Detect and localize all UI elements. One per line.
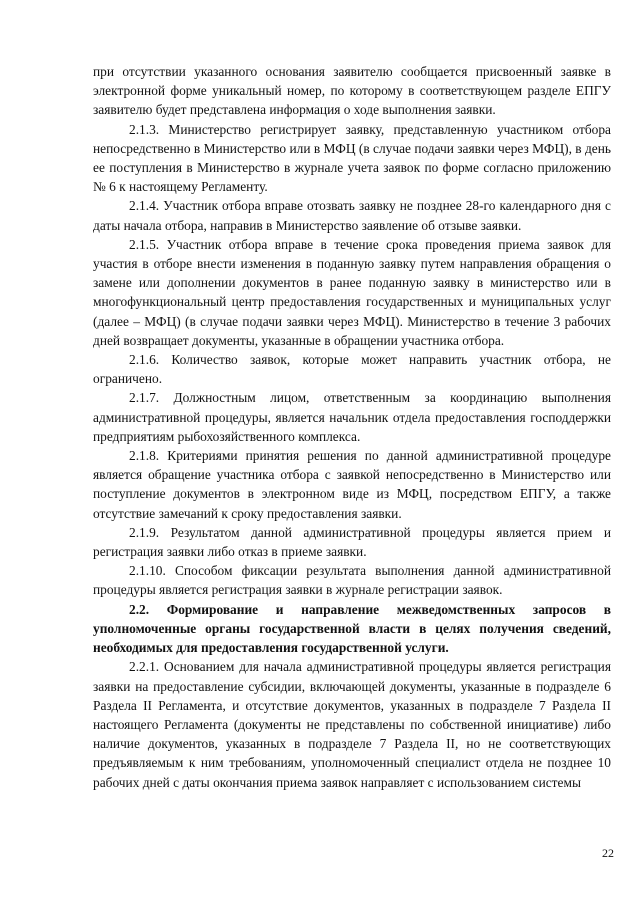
paragraph-2-1-10: 2.1.10. Способом фиксации результата выполнения данной административной процедуры является регистрация заявки в журнале регистрации заявок.	[93, 563, 611, 598]
paragraph-2-1-9: 2.1.9. Результатом данной административной процедуры является прием и регистрация заявки либо отказ в приеме заявки.	[93, 524, 611, 560]
paragraph-continuation: при отсутствии указанного основания заявителю сообщается присвоенный заявке в электронной форме уникальный номер, по которому в соответствующем разделе ЕПГУ заявителю будет представлена информация о ходе выполнения заявки.	[93, 64, 611, 118]
paragraph-2-1-6: 2.1.6. Количество заявок, которые может направить участник отбора, не ограничено.	[93, 352, 611, 387]
paragraph-2-1-8: 2.1.8. Критериями принятия решения по данной административной процедуре является обращение участника отбора с заявкой непосредственно в Министерство или поступление документов в электронном виде из МФЦ, посредством ЕПГУ, а также отсутствие замечаний к сроку предоставления заявки.	[93, 448, 611, 521]
paragraph-2-1-3: 2.1.3. Министерство регистрирует заявку, представленную участником отбора непосредственно в Министерство или в МФЦ (в случае подачи заявки через МФЦ), в день ее поступления в Министерство в журнале учета заявок по форме согласно приложению № 6 к настоящему Регламенту.	[93, 121, 611, 195]
section-heading-2-2: 2.2. Формирование и направление межведомственных запросов в уполномоченные органы государственной власти в целях получения сведений, необходимых для предоставления государственной услуги.	[93, 601, 611, 656]
paragraph-2-2-1: 2.2.1. Основанием для начала административной процедуры является регистрация заявки на предоставление субсидии, включающей документы, указанные в подразделе 6 Раздела II Регламента, и отсутствие документов, указанных в подразделе 7 Раздела II настоящего Регламента (документы не представлены по собственной инициативе) либо наличие документов, указанных в подразделе 7 Раздела II, но не соответствующих предъявляемым к ним требованиям, уполномоченный специалист отдела не позднее 10 рабочих дней с даты окончания приема заявок направляет с использованием системы	[93, 659, 611, 790]
paragraph-2-1-5: 2.1.5. Участник отбора вправе в течение срока проведения приема заявок для участия в отборе внести изменения в поданную заявку путем направления обращения о замене или дополнении документов в ранее поданную заявку в министерство или в многофункциональный центр предоставления государственных и муниципальных услуг (далее – МФЦ) (в случае подачи заявки через МФЦ). Министерство в течение 3 рабочих дней возвращает документы, указанные в обращении участника отбора.	[93, 236, 611, 348]
page-number: 22	[602, 846, 614, 860]
paragraph-2-1-7: 2.1.7. Должностным лицом, ответственным за координацию выполнения административной процедуры, является начальник отдела предоставления господдержки предприятиям рыбохозяйственного комплекса.	[93, 390, 611, 444]
paragraph-2-1-4: 2.1.4. Участник отбора вправе отозвать заявку не позднее 28-го календарного дня с даты начала отбора, направив в Министерство заявление об отзыве заявки.	[93, 198, 611, 233]
document-body	[93, 62, 611, 792]
